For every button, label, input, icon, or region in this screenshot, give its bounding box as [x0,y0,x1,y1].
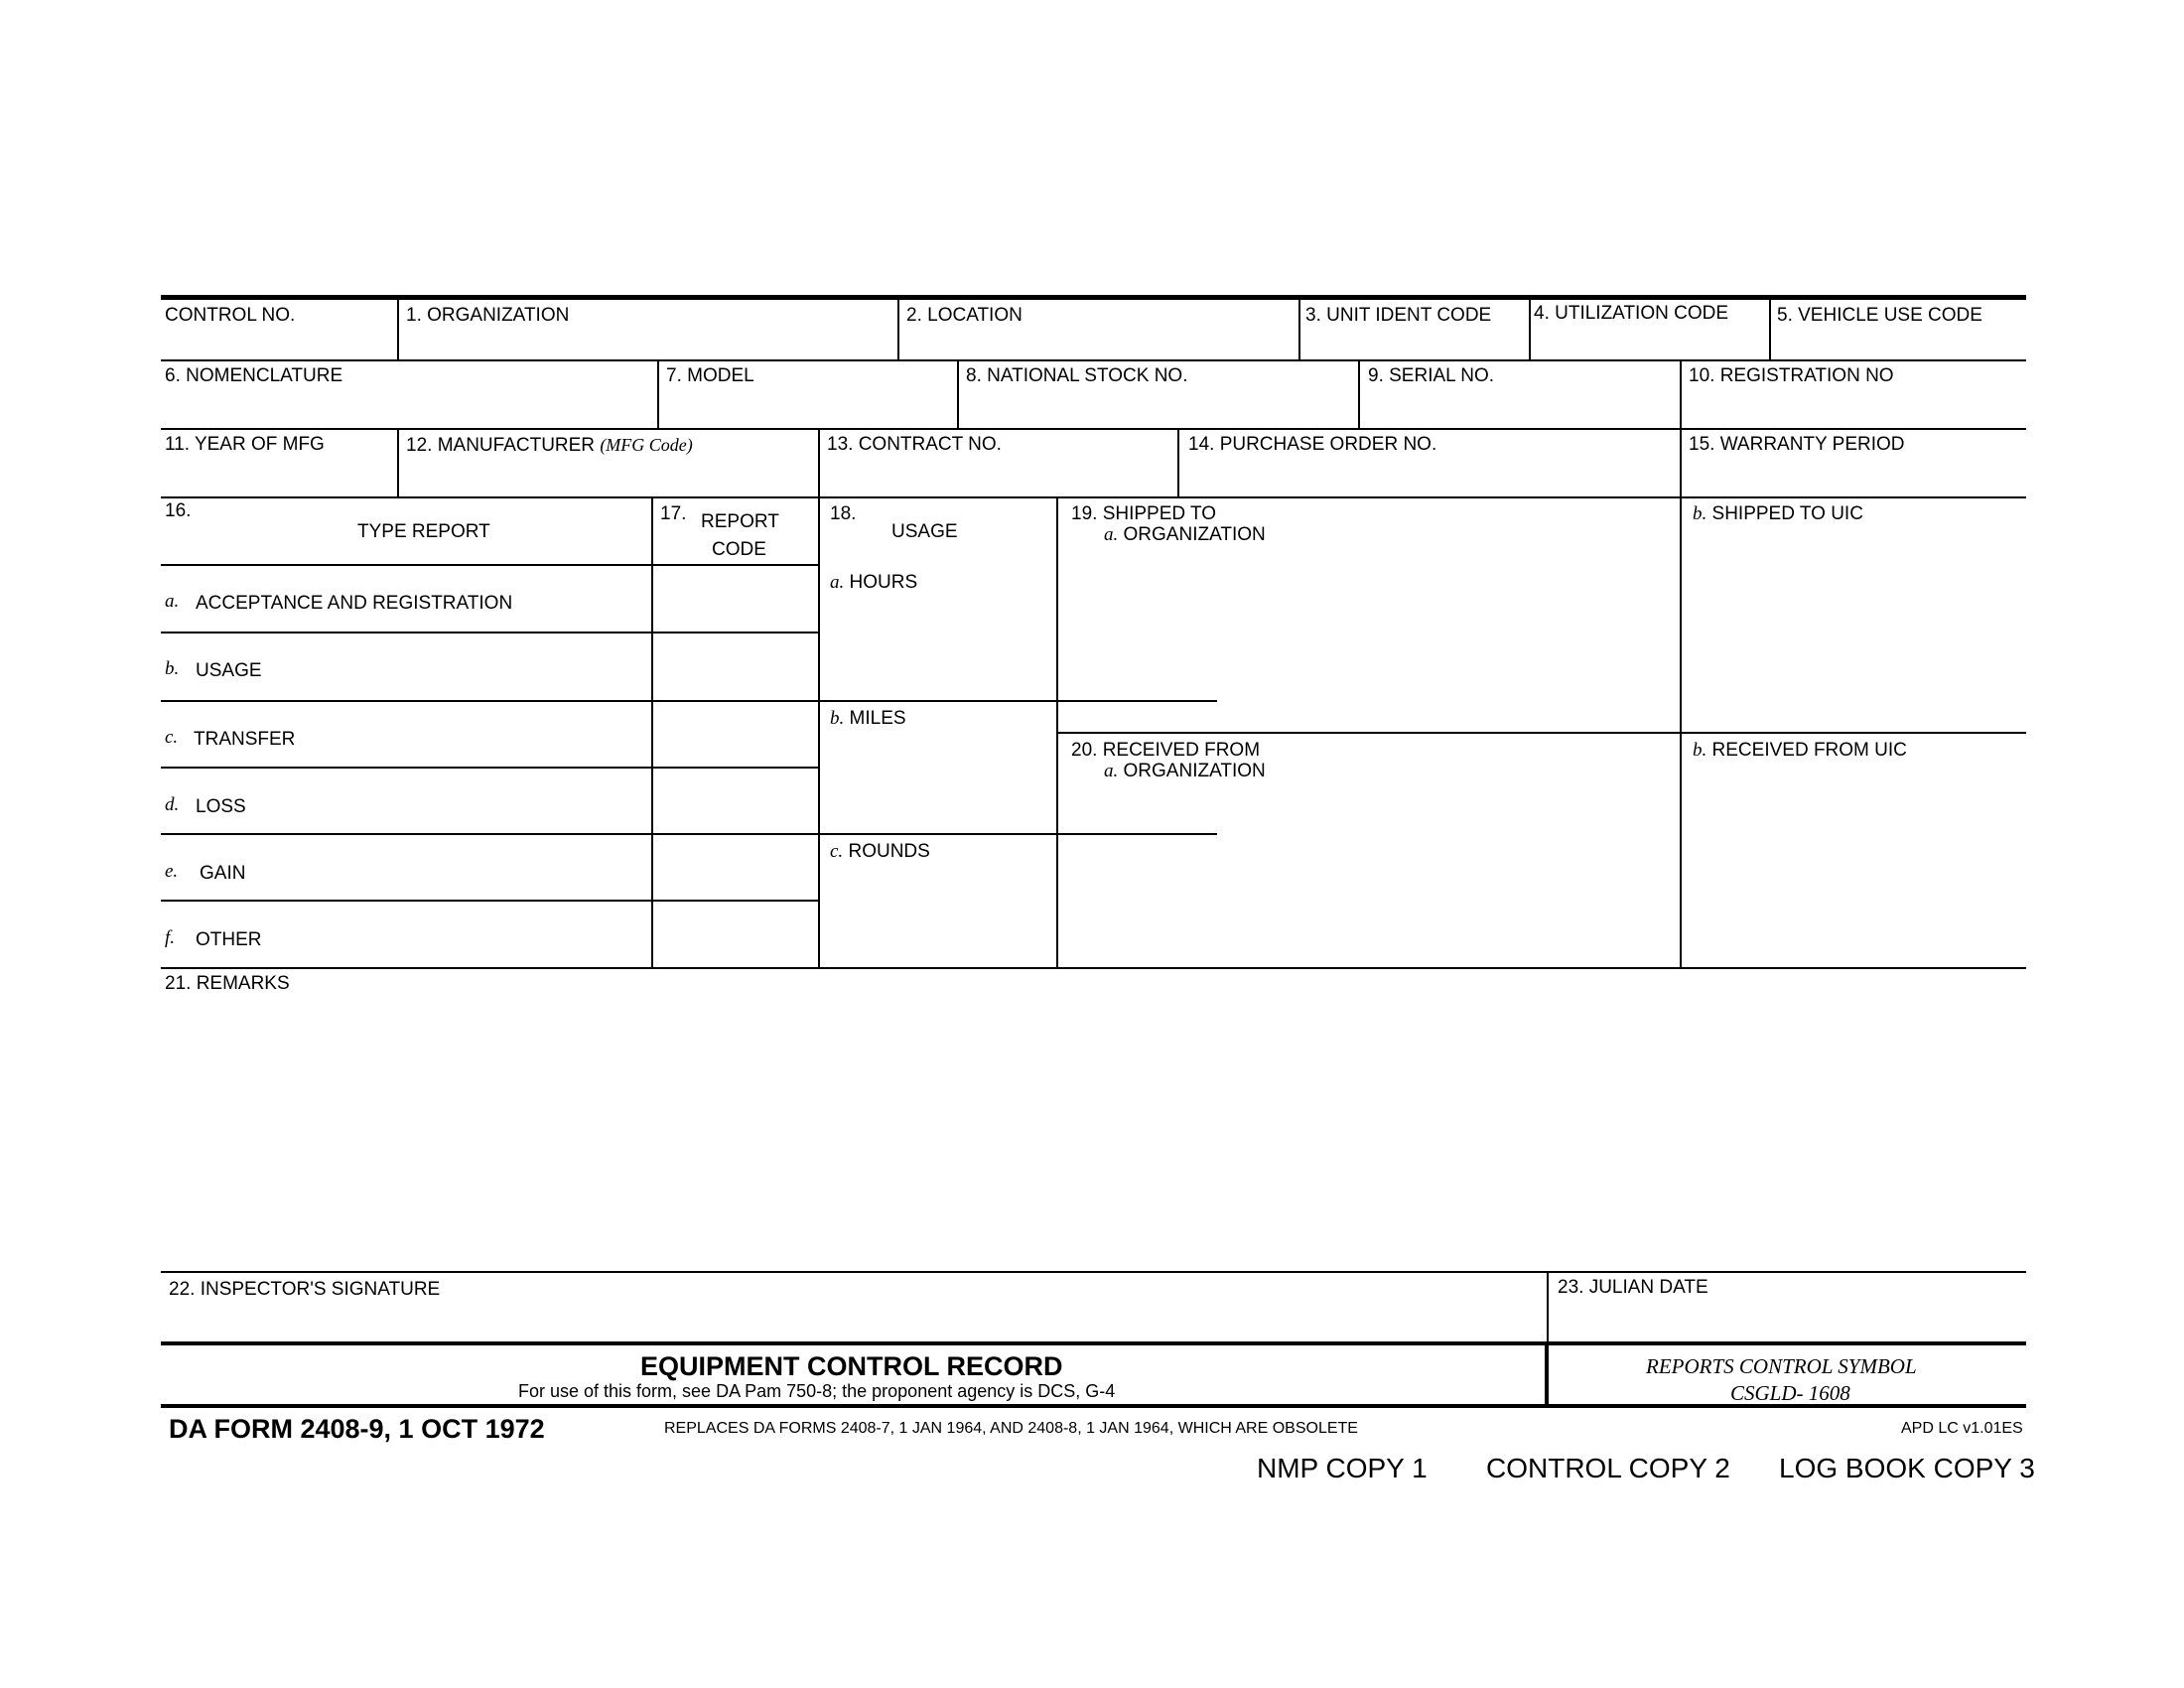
v-shipped-uic [1680,497,1682,968]
usage-miles-text: MILES [849,708,906,729]
usage-miles-field[interactable] [822,732,1054,831]
copy-nmp: NMP COPY 1 [1257,1453,1428,1483]
shipped-to-uic-label [1693,503,1863,525]
rcs-line2: CSGLD- 1608 [1730,1381,1850,1405]
usage-rounds-label [830,841,930,863]
v-nomen-model [657,360,659,428]
row3-bottom-line [161,496,2026,498]
type-section-bottom-line [161,967,2026,969]
received-from-uic-letter: b. [1693,740,1707,761]
type-d-label: LOSS [196,796,246,817]
usage-label: USAGE [891,521,958,542]
usage-rounds-letter: c. [830,841,844,862]
type-row-b-line [161,700,1217,702]
usage-hours-letter: a. [830,572,845,593]
signature-bottom-line [161,1341,2026,1345]
utilization-code-field[interactable] [1533,328,1767,357]
manufacturer-text: 12. MANUFACTURER [406,435,596,456]
utilization-code-label: 4. UTILIZATION CODE [1534,303,1729,324]
year-of-mfg-field[interactable] [163,459,395,494]
received-from-uic-field[interactable] [1684,765,2024,965]
remarks-bottom-line [161,1271,2026,1273]
control-no-field[interactable] [163,328,395,357]
report-code-e-field[interactable] [655,837,816,898]
contract-no-label: 13. CONTRACT NO. [827,434,1002,455]
report-code-c-field[interactable] [655,704,816,765]
usage-miles-label [830,708,906,730]
type-b-label: USAGE [196,660,262,681]
remarks-label: 21. REMARKS [165,973,290,994]
top-border-line [161,295,2026,300]
shipped-to-org-letter: a. [1104,524,1119,545]
control-no-label: CONTROL NO. [165,305,296,326]
row1-bottom-line [161,359,2026,361]
received-from-org-label [1104,761,1266,782]
v-code-usage [818,497,820,968]
received-from-org-letter: a. [1104,761,1119,781]
unit-ident-code-field[interactable] [1302,328,1527,357]
received-from-uic-text: RECEIVED FROM UIC [1711,740,1907,761]
report-code-d-field[interactable] [655,771,816,831]
v-signature-date [1547,1272,1549,1343]
location-label: 2. LOCATION [906,305,1023,326]
manufacturer-field[interactable] [401,459,816,494]
organization-field[interactable] [401,328,895,357]
type-report-label: TYPE REPORT [357,521,490,542]
form-id: DA FORM 2408-9, 1 OCT 1972 [169,1414,545,1444]
type-row-d-line [161,833,1217,835]
nomenclature-label: 6. NOMENCLATURE [165,365,343,386]
v-util-vehicle [1769,298,1771,359]
type-report-number: 16. [165,500,192,521]
type-row-c-line [161,767,820,769]
vehicle-use-code-label: 5. VEHICLE USE CODE [1777,305,1982,326]
row2-bottom-line [161,428,2026,430]
v-year-mfr [397,429,399,496]
shipped-to-label: 19. SHIPPED TO [1071,503,1217,524]
v-location-uic [1298,298,1300,359]
v-serial-reg [1680,360,1682,428]
report-code-number: 17. [660,503,687,524]
usage-rounds-text: ROUNDS [848,841,930,862]
location-field[interactable] [901,328,1297,357]
received-from-org-text: ORGANIZATION [1123,761,1266,781]
v-po-warranty [1680,429,1682,496]
form-subtitle: For use of this form, see DA Pam 750-8; the proponent agency is DCS, G-4 [518,1381,1116,1401]
received-from-org-field[interactable] [1060,784,1678,965]
report-code-b-field[interactable] [655,635,816,698]
type-e-letter: e. [165,861,179,882]
purchase-order-no-label: 14. PURCHASE ORDER NO. [1188,434,1437,455]
type-row-e-line [161,900,820,902]
inspector-signature-label: 22. INSPECTOR'S SIGNATURE [169,1279,441,1300]
usage-miles-letter: b. [830,708,845,729]
v-title-rcs [1545,1342,1549,1406]
usage-rounds-field[interactable] [822,866,1054,965]
model-label: 7. MODEL [666,365,754,386]
v-model-nsn [957,360,959,428]
v-nsn-serial [1358,360,1360,428]
remarks-field[interactable] [163,998,2024,1269]
national-stock-no-field[interactable] [961,390,1356,426]
v-org-location [897,298,899,359]
organization-label: 1. ORGANIZATION [406,305,570,326]
copy-control: CONTROL COPY 2 [1486,1453,1730,1483]
usage-hours-field[interactable] [822,596,1054,698]
julian-date-label: 23. JULIAN DATE [1558,1277,1708,1298]
report-code-f-field[interactable] [655,904,816,965]
form-title: EQUIPMENT CONTROL RECORD [640,1351,1063,1381]
v-mfr-contract [818,429,820,496]
shipped-to-uic-field[interactable] [1684,528,2024,730]
registration-no-field[interactable] [1684,390,2024,426]
report-code-line2: CODE [712,539,766,560]
type-c-label: TRANSFER [194,729,296,750]
v-usage-shipped [1056,497,1058,968]
type-c-letter: c. [165,727,179,748]
type-a-label: ACCEPTANCE AND REGISTRATION [196,593,513,614]
nomenclature-field[interactable] [163,390,655,426]
type-e-label: GAIN [200,863,246,884]
v-control-org [397,298,399,359]
type-f-label: OTHER [196,929,262,950]
manufacturer-label [406,434,693,457]
vehicle-use-code-field[interactable] [1773,328,2024,357]
contract-no-field[interactable] [822,459,1175,494]
shipped-to-org-label [1104,524,1266,546]
model-field[interactable] [661,390,955,426]
rcs-line1: REPORTS CONTROL SYMBOL [1646,1354,1917,1378]
manufacturer-note: (MFG Code) [600,435,693,455]
copy-log-book: LOG BOOK COPY 3 [1779,1453,2035,1483]
inspector-signature-field[interactable] [163,1303,1545,1340]
julian-date-field[interactable] [1551,1303,2024,1340]
usage-hours-text: HOURS [849,572,918,593]
year-of-mfg-label: 11. YEAR OF MFG [165,434,325,455]
replaces-note: REPLACES DA FORMS 2408-7, 1 JAN 1964, AND 2408-8, 1 JAN 1964, WHICH ARE OBSOLETE [664,1420,1358,1437]
version-label: APD LC v1.01ES [1901,1420,2023,1437]
serial-no-field[interactable] [1362,390,1678,426]
shipped-to-uic-text: SHIPPED TO UIC [1711,503,1863,524]
header-row-bottom-line [161,564,820,566]
type-b-letter: b. [165,658,180,679]
purchase-order-no-field[interactable] [1181,459,1678,494]
received-from-uic-label [1693,740,1907,762]
type-row-a-line [161,632,820,633]
warranty-period-label: 15. WARRANTY PERIOD [1689,434,1905,455]
type-d-letter: d. [165,794,180,815]
type-f-letter: f. [165,927,176,948]
unit-ident-code-label: 3. UNIT IDENT CODE [1305,305,1492,326]
received-from-label: 20. RECEIVED FROM [1071,740,1261,761]
type-a-letter: a. [165,591,180,612]
report-code-line1: REPORT [701,511,779,532]
usage-number: 18. [830,503,857,524]
registration-no-label: 10. REGISTRATION NO [1689,365,1894,386]
v-contract-po [1177,429,1179,496]
shipped-to-uic-letter: b. [1693,503,1707,524]
warranty-period-field[interactable] [1684,459,2024,494]
v-uic-util [1529,298,1531,359]
usage-hours-label [830,572,917,594]
v-type-code [651,497,653,968]
shipped-received-divider [1058,732,2026,734]
report-code-a-field[interactable] [655,568,816,630]
serial-no-label: 9. SERIAL NO. [1368,365,1495,386]
shipped-to-org-field[interactable] [1060,548,1678,730]
shipped-to-org-text: ORGANIZATION [1123,524,1266,545]
national-stock-no-label: 8. NATIONAL STOCK NO. [966,365,1188,386]
